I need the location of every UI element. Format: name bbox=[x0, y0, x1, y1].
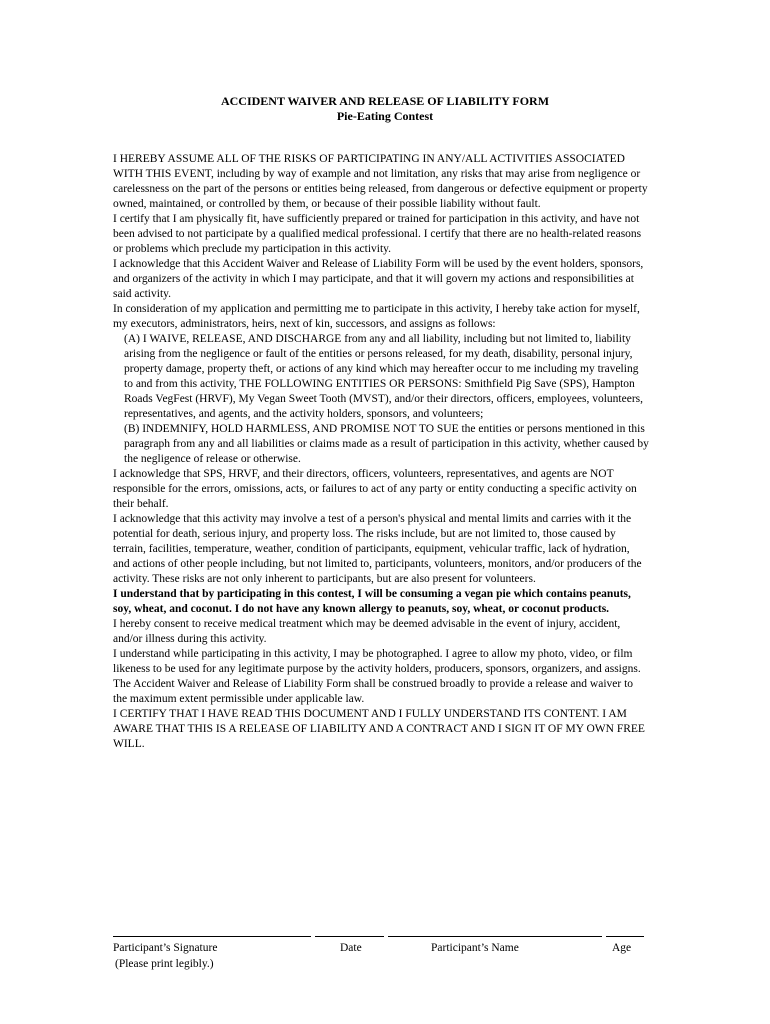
assumption-of-risk-paragraph: I HEREBY ASSUME ALL OF THE RISKS OF PARTICIPATING IN ANY/ALL ACTIVITIES ASSOCIATED WITH THIS EVENT, including by way of example and not limitation, any risks that may arise from negligence or carelessness on the part of the persons or entities being released, from dangerous or defective equipment or property owned, maintained, or controlled by them, or because of their possible liability without fault. bbox=[113, 153, 648, 210]
form-title: ACCIDENT WAIVER AND RELEASE OF LIABILITY FORM bbox=[220, 94, 550, 108]
medical-consent-paragraph: I hereby consent to receive medical treatment which may be deemed advisable in the event of injury, accident, and/or illness during this activity. bbox=[113, 618, 621, 645]
construction-paragraph: The Accident Waiver and Release of Liability Form shall be construed broadly to provide a release and waiver to the maximum extent permissible under applicable law. bbox=[113, 678, 634, 705]
date-label: Date bbox=[340, 942, 362, 954]
age-line[interactable] bbox=[606, 926, 644, 937]
indemnify-clause-b: (B) INDEMNIFY, HOLD HARMLESS, AND PROMISE NOT TO SUE the entities or persons mentioned in this paragraph from any and all liabilities or claims made as a result of participation in this activity, whether caused by the negligence of release or otherwise. bbox=[124, 423, 649, 465]
waiver-body bbox=[113, 152, 649, 752]
photo-release-paragraph: I understand while participating in this activity, I may be photographed. I agree to allow my photo, video, or film likeness to be used for any legitimate purpose by the activity holders, producers, sponsors, organizers, and assigns. bbox=[113, 648, 641, 675]
name-line[interactable] bbox=[388, 926, 602, 937]
certification-paragraph: I CERTIFY THAT I HAVE READ THIS DOCUMENT AND I FULLY UNDERSTAND ITS CONTENT. I AM AWARE THAT THIS IS A RELEASE OF LIABILITY AND A CONTRACT AND I SIGN IT OF MY OWN FREE WILL. bbox=[113, 708, 645, 750]
name-label: Participant’s Name bbox=[431, 942, 519, 954]
signature-line[interactable] bbox=[113, 926, 311, 937]
print-note: (Please print legibly.) bbox=[115, 958, 214, 970]
waiver-clause-a: (A) I WAIVE, RELEASE, AND DISCHARGE from any and all liability, including but not limited to, liability arising from the negligence or fault of the entities or persons released, for my death, disability, personal injury, property damage, property theft, or actions of any kind which may hereafter occur to me including my traveling to and from this activity, THE FOLLOWING ENTITIES OR PERSONS: Smithfield Pig Save (SPS), Hampton Roads VegFest (HRVF), My Vegan Sweet Tooth (MVST), and/or their directors, officers, employees, volunteers, representatives, and agents, and the activity holders, sponsors, and volunteers; bbox=[124, 333, 643, 420]
risks-paragraph: I acknowledge that this activity may involve a test of a person's physical and mental limits and carries with it the potential for death, serious injury, and property loss. The risks include, but are not limited to, those caused by terrain, facilities, temperature, weather, condition of participants, equipment, vehicular traffic, lack of hydration, and actions of other people including, but not limited to, participants, volunteers, monitors, and/or producers of the activity. These risks are not only inherent to participants, but are also present for volunteers. bbox=[113, 513, 642, 585]
fitness-certification-paragraph: I certify that I am physically fit, have sufficiently prepared or trained for participation in this activity, and have not been advised to not participate by a qualified medical professional. I certify that there are no health-related reasons or problems which preclude my participation in this activity. bbox=[113, 213, 642, 255]
signature-label: Participant’s Signature bbox=[113, 942, 218, 954]
form-subtitle: Pie-Eating Contest bbox=[336, 109, 434, 123]
form-usage-paragraph: I acknowledge that this Accident Waiver and Release of Liability Form will be used by the event holders, sponsors, and organizers of the activity in which I may participate, and that it will govern my actions and responsibilities at said activity. bbox=[113, 258, 644, 300]
age-label: Age bbox=[612, 942, 632, 954]
date-line[interactable] bbox=[315, 926, 384, 937]
consideration-paragraph: In consideration of my application and permitting me to participate in this activity, I hereby take action for myself, my executors, administrators, heirs, next of kin, successors, and assigns as follows: bbox=[113, 303, 640, 330]
responsibility-paragraph: I acknowledge that SPS, HRVF, and their directors, officers, volunteers, representatives, and agents are NOT responsible for the errors, omissions, acts, or failures to act of any party or entity conducting a specific activity on their behalf. bbox=[113, 468, 637, 510]
allergy-notice-paragraph: I understand that by participating in this contest, I will be consuming a vegan pie which contains peanuts, soy, wheat, and coconut. I do not have any known allergy to peanuts, soy, wheat, or coconut products. bbox=[113, 588, 631, 615]
